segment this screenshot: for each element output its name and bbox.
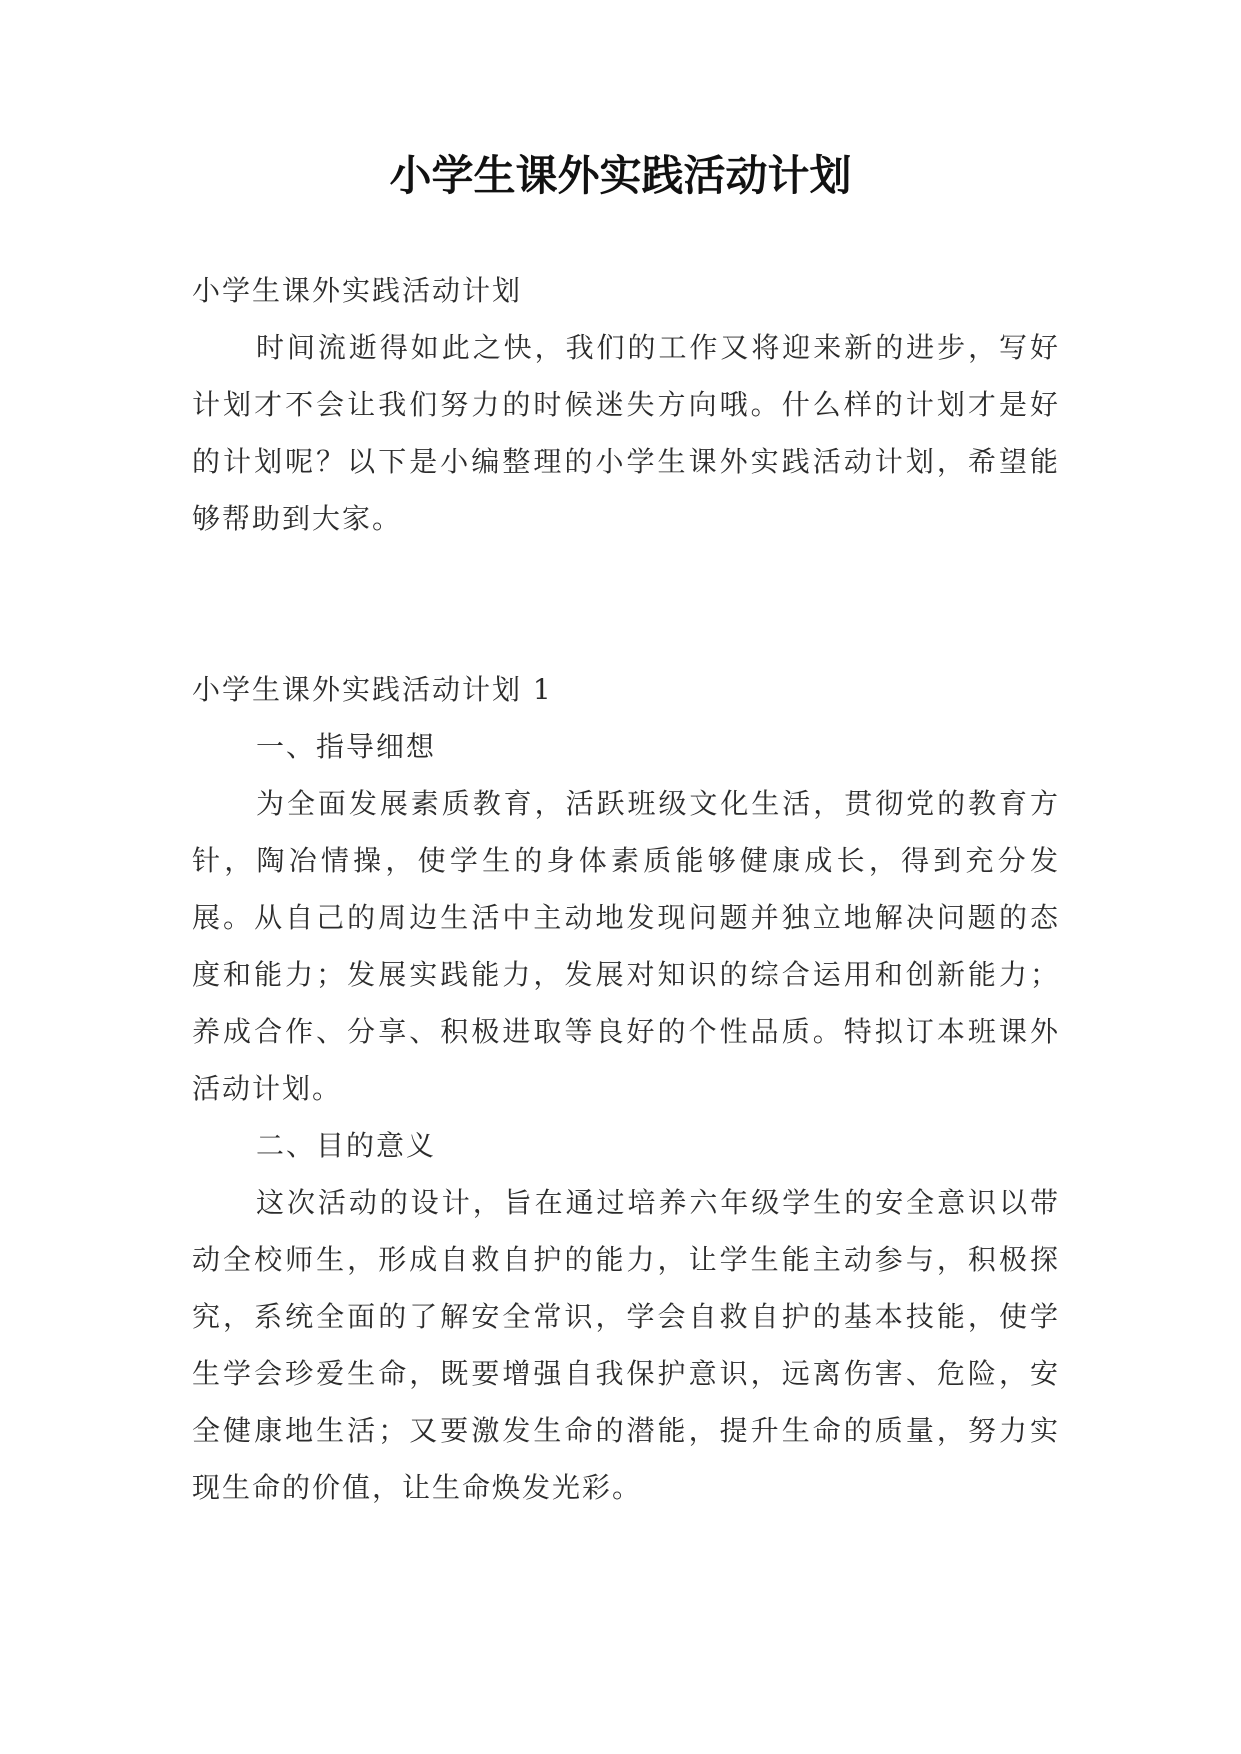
document-subtitle: 小学生课外实践活动计划 [192, 274, 523, 307]
section-spacer [192, 547, 1060, 661]
document-title: 小学生课外实践活动计划 [389, 151, 852, 200]
part1-paragraph: 为全面发展素质教育，活跃班级文化生活，贯彻党的教育方针，陶冶情操，使学生的身体素质能够健康成长，得到充分发展。从自己的周边生活中主动地发现问题并独立地解决问题的态度和能力；发展实践能力，发展对知识的综合运用和创新能力；养成合作、分享、积极进取等良好的个性品质。特拟订本班课外活动计划。 [192, 787, 1060, 1105]
document-body [192, 262, 1060, 1516]
section-heading: 小学生课外实践活动计划 1 [192, 673, 553, 706]
intro-paragraph: 时间流逝得如此之快，我们的工作又将迎来新的进步，写好计划才不会让我们努力的时候迷失方向哦。什么样的计划才是好的计划呢？以下是小编整理的小学生课外实践活动计划，希望能够帮助到大家。 [192, 331, 1060, 535]
part2-paragraph: 这次活动的设计，旨在通过培养六年级学生的安全意识以带动全校师生，形成自救自护的能力，让学生能主动参与，积极探究，系统全面的了解安全常识，学会自救自护的基本技能，使学生学会珍爱生命，既要增强自我保护意识，远离伤害、危险，安全健康地生活；又要激发生命的潜能，提升生命的质量，努力实现生命的价值，让生命焕发光彩。 [192, 1186, 1060, 1504]
part1-heading: 一、指导细想 [256, 730, 437, 763]
part2-heading: 二、目的意义 [256, 1129, 437, 1162]
